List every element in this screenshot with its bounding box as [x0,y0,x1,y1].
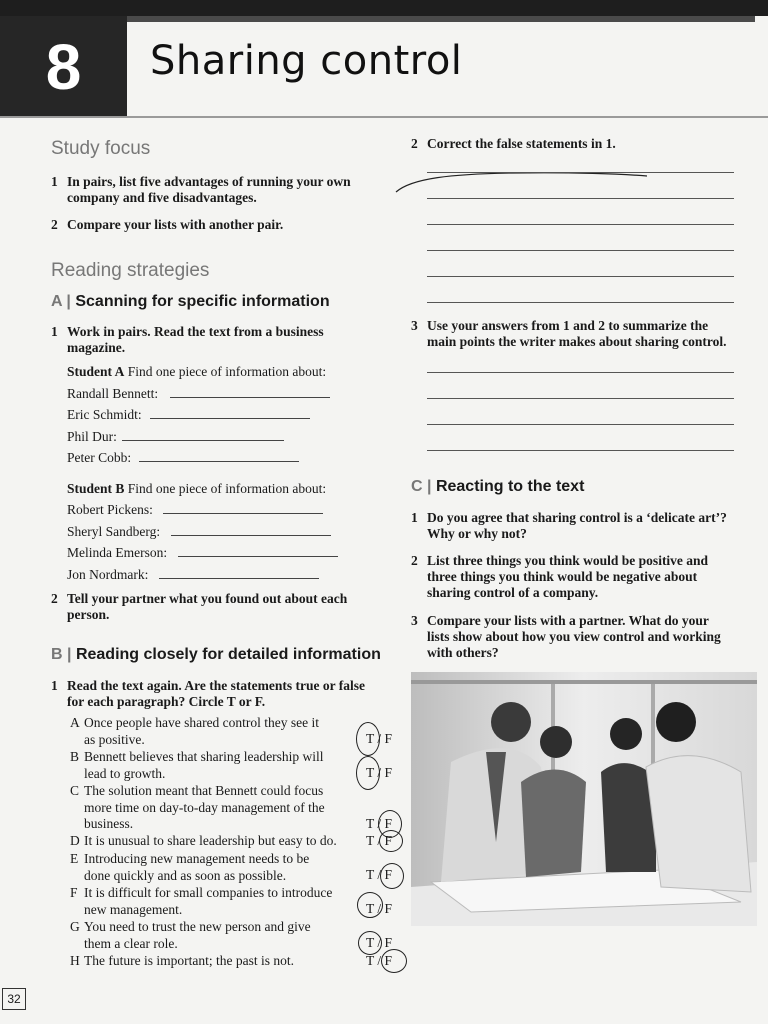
answer-circle-mark [381,949,407,973]
answer-line[interactable] [427,424,734,425]
page-title: Sharing control [150,38,463,84]
answer-line[interactable] [178,556,338,557]
answer-line[interactable] [139,461,299,462]
study-focus-item-2: 2 Compare your lists with another pair. [51,217,284,232]
answer-line[interactable] [159,578,319,579]
student-a-name-4: Peter Cobb: [67,450,132,465]
student-a-name-2: Eric Schmidt: [67,407,142,422]
answer-line[interactable] [170,397,330,398]
top-bar-shadow [127,16,755,22]
answer-line[interactable] [427,276,734,277]
answer-line[interactable] [163,513,323,514]
statement-a: A Once people have shared control they see it as positive. [70,715,320,747]
section-c-heading: C | Reacting to the text [411,478,585,495]
section-a-heading: A | Scanning for specific information [51,293,330,310]
answer-line[interactable] [427,302,734,303]
statement-b: B Bennett believes that sharing leadership will lead to growth. [70,749,324,781]
section-a-q1: 1 Work in pairs. Read the text from a business magazine. [51,324,324,355]
answer-line[interactable] [427,450,734,451]
tf-choice-g[interactable]: T / F [366,935,393,950]
answer-line[interactable] [427,224,734,225]
student-a-name-3: Phil Dur: [67,429,117,444]
business-meeting-photo [411,672,757,926]
statement-g: G You need to trust the new person and give them a clear role. [70,919,311,951]
section-a-q2: 2 Tell your partner what you found out about each person. [51,591,348,622]
answer-line[interactable] [427,172,734,173]
answer-line[interactable] [427,198,734,199]
top-bar [0,0,768,16]
answer-line[interactable] [122,440,284,441]
answer-line[interactable] [427,398,734,399]
tf-choice-f[interactable]: T / F [366,901,393,916]
tf-choice-a[interactable]: T / F [366,731,393,746]
reading-strategies-heading: Reading strategies [51,260,210,281]
right-q3: 3 Use your answers from 1 and 2 to summarize the main points the writer makes about sharing control. [411,318,727,349]
section-b-heading: B | Reading closely for detailed information [51,646,381,663]
section-c-item-3: 3 Compare your lists with a partner. What do your lists show about how you view control and working with others? [411,613,721,660]
right-q2: 2 Correct the false statements in 1. [411,136,616,151]
answer-line[interactable] [427,250,734,251]
tf-choice-h[interactable]: T / F [366,953,393,968]
study-focus-item-1: 1 In pairs, list five advantages of running your own company and five disadvantages. [51,174,351,205]
section-c-item-2: 2 List three things you think would be positive and three things you think would be negative about sharing control of a company. [411,553,709,600]
answer-circle-mark [379,830,403,852]
answer-line[interactable] [427,372,734,373]
study-focus-heading: Study focus [51,138,151,159]
statement-d: D It is unusual to share leadership but easy to do. [70,833,337,848]
student-b-name-4: Jon Nordmark: [67,567,149,582]
section-c-item-1: 1 Do you agree that sharing control is a ‘delicate art’? Why or why not? [411,510,727,541]
answer-line[interactable] [171,535,331,536]
tf-choice-b[interactable]: T / F [366,765,393,780]
section-b-q1: 1 Read the text again. Are the statements true or false for each paragraph? Circle T or F. [51,678,365,709]
statement-c: C The solution meant that Bennett could focus more time on day-to-day management of the business. [70,783,325,831]
tf-choice-c[interactable]: T / F [366,816,393,831]
tf-choice-e[interactable]: T / F [366,867,393,882]
page-number: 32 [2,988,26,1010]
student-b-name-1: Robert Pickens: [67,502,153,517]
statement-h: H The future is important; the past is not. [70,953,294,968]
header-rule [0,116,768,118]
answer-circle-mark [358,931,382,955]
student-a-label: Student A Find one piece of information about: [67,364,327,379]
unit-number: 8 [0,16,127,118]
student-b-label: Student B Find one piece of information about: [67,481,327,496]
answer-circle-mark [357,892,383,918]
statement-f: F It is difficult for small companies to introduce new management. [70,885,333,917]
tf-choice-d[interactable]: T / F [366,833,393,848]
answer-line[interactable] [150,418,310,419]
student-b-name-3: Melinda Emerson: [67,545,168,560]
statement-e: E Introducing new management needs to be done quickly and as soon as possible. [70,851,310,883]
student-a-name-1: Randall Bennett: [67,386,159,401]
student-b-name-2: Sheryl Sandberg: [67,524,161,539]
answer-circle-mark [380,863,404,889]
